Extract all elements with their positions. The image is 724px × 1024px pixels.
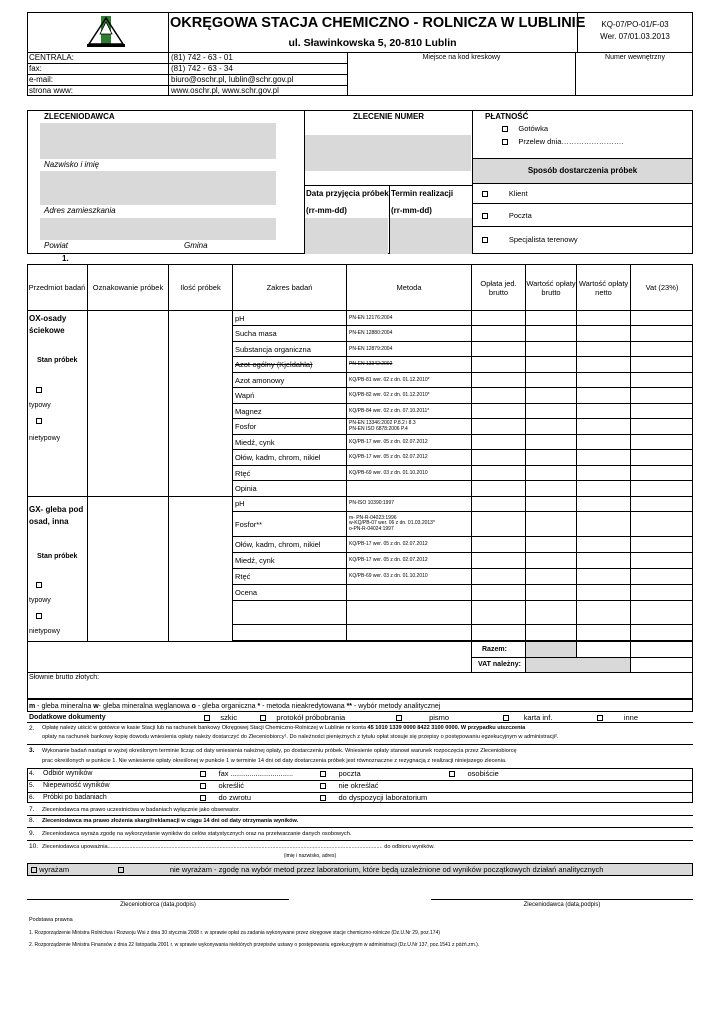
barcode-label: Miejsce na kod kreskowy [422, 54, 501, 61]
test-method [349, 409, 429, 415]
test-method [349, 440, 428, 446]
result-post[interactable] [320, 769, 361, 778]
col-header-scope: Zakres badań [266, 283, 313, 292]
test-method [349, 362, 392, 368]
consent-text: - zgodę na wybór metod przez laboratorium, które będą uzależnione od wyników początkowych działań analitycznych [211, 865, 604, 874]
ox-state-atypical: nietypowy [29, 435, 61, 442]
method-line: PN-EN 12880:2004 [349, 330, 393, 336]
test-name: Fosfor [235, 422, 257, 431]
legend-text: - gleba mineralna [35, 703, 94, 710]
test-name: Ołów, kadm, chrom, nikiel [235, 540, 321, 549]
gx-state-typical-checkbox[interactable] [36, 582, 42, 588]
consent-no-label: nie wyrażam [169, 865, 212, 874]
checkbox[interactable] [449, 771, 455, 777]
test-method [349, 516, 435, 533]
doc-option-letter[interactable] [396, 713, 449, 722]
term-8: Zleceniodawca ma prawo złożenia skargi/reklamacji w ciągu 14 dni od daty otrzymania wyników. [42, 818, 299, 824]
test-name: pH [235, 313, 245, 323]
checkbox[interactable] [320, 795, 326, 801]
contact-label-fax: fax: [29, 64, 42, 73]
legend-key: ** [346, 703, 353, 710]
gx-state-label: Stan próbek [37, 553, 78, 560]
delivery-specialist[interactable] [482, 235, 578, 244]
term-10-hint: (imię i nazwisko, adres) [283, 853, 337, 859]
contact-label-centrala: CENTRALA: [29, 53, 74, 62]
legend-text: - gleba mineralna węglanowa [98, 703, 192, 710]
method-line: PN-EN ISO 6878:2006 P.4 [349, 425, 408, 432]
doc-option-card[interactable] [503, 713, 552, 722]
address-label: Adres zamieszkania [44, 206, 116, 215]
option-label: do dyspozycji laboratorium [338, 793, 428, 802]
test-name: Sucha masa [235, 329, 277, 338]
payment-cash-label: Gotówka [518, 124, 549, 133]
table-row [233, 553, 693, 569]
test-method [349, 393, 430, 399]
method-line: o-PN-R-04024:1997 [349, 526, 394, 532]
method-line: PN-EN 12879:2004 [349, 345, 393, 352]
test-name: Azot-ogólny (Kjeldahla) [235, 360, 313, 369]
option-label: poczta [338, 769, 361, 778]
method-line: KQ/PB-69 wer. 03 z dn. 01.10.2010 [349, 573, 428, 579]
term-line [27, 815, 693, 816]
method-line: KQ/PB-69 wer. 03 z dn. 01.10.2010 [349, 469, 428, 476]
checkbox[interactable] [260, 715, 266, 721]
checkbox[interactable] [118, 867, 124, 873]
test-method [349, 471, 428, 477]
payment-title: PŁATNOŚĆ [485, 112, 529, 121]
documents-title: Dodatkowe dokumenty [29, 714, 106, 721]
table-row [233, 450, 693, 466]
contact-www[interactable]: www.oschr.pl, www.schr.gov.pl [171, 86, 279, 95]
legend-text: - gleba organiczna [195, 703, 258, 710]
doc-option-sketch[interactable] [204, 713, 237, 722]
col-header-unit-fee: Opłata jed. brutto [480, 278, 517, 297]
doc-option-label: inne [623, 713, 639, 722]
test-name: Fosfor** [235, 519, 263, 529]
ox-title: OX-osady ściekowe [29, 314, 67, 335]
table-row [233, 435, 693, 450]
signature-right-label: Zleceniodawca (data,podpis) [523, 902, 601, 908]
gx-state-atypical: nietypowy [29, 628, 61, 635]
checkbox[interactable] [482, 213, 488, 219]
order-number-field[interactable] [305, 135, 471, 171]
term-7: Zleceniodawca ma prawo uczestnictwa w badaniach wyłącznie jako obserwator. [42, 807, 241, 813]
method-line: PN-EN 12176:2004 [349, 314, 393, 321]
documents-row [27, 712, 693, 723]
test-name: Rtęć [235, 468, 251, 478]
checkbox[interactable] [320, 783, 326, 789]
delivery-title: Sposób dostarczenia próbek [527, 166, 638, 175]
term-10[interactable]: Zleceniodawca upoważnia................................................................................................................................................................................. do odbioru wyników. [42, 844, 435, 850]
test-method [349, 421, 416, 433]
col-header-count: Ilość próbek [180, 283, 221, 292]
term-line [27, 840, 693, 841]
page-address: ul. Sławinkowska 5, 20-810 Lublin [288, 37, 457, 49]
payment-transfer-label: Przelew dnia……………………. [518, 137, 624, 146]
doc-code: KQ-07/PO-01/F-03 [601, 20, 669, 29]
contact-row-line [27, 85, 347, 86]
method-line: PN-EN 13342:2002 [349, 361, 393, 367]
contact-label-email: e-mail: [29, 75, 54, 84]
term-line [27, 744, 693, 745]
option-label: fax .............................. [218, 769, 294, 778]
test-name: Miedź, cynk [235, 556, 275, 565]
table-row [233, 512, 693, 537]
table-row [233, 404, 693, 419]
result-personal[interactable] [449, 769, 499, 778]
uncertainty-none[interactable] [320, 781, 379, 790]
consent-yes-label: wyrażam [39, 865, 70, 874]
legend-key: o [191, 703, 196, 710]
method-line: KQ/PB-17 wer. 05 z dn. 02.07.2012 [349, 541, 428, 547]
district-commune-field[interactable] [40, 218, 276, 240]
col-header-vat: Vat (23%) [645, 283, 679, 292]
checkbox[interactable] [597, 715, 603, 721]
legend-key: m [29, 703, 36, 710]
test-name: Opinia [235, 484, 257, 493]
term-2-line2: opłaty na rachunek bankowy kopię dowodu wniesienia opłaty należy dostarczyć do Zleceniobiorcy¹. Do należności pieniężnych z tytułu opłat stosuje się przepisy o postępowaniu egzekucyjnym w administracji². [42, 734, 559, 740]
method-line: PN-ISO 10390:1997 [349, 500, 395, 506]
legal-ref-2: 2. Rozporządzenie Ministra Finansów z dnia 22 listopadia 2001 r. w sprawie wykonywania niektórych przepisów ustawy o postępowaniu egzekucyjnym w administracji (Dz.U.Nr 137, poz.1541 z późń.zm.). [29, 942, 480, 948]
legend-key: * [257, 703, 261, 710]
term-2-line1 [42, 725, 525, 732]
method-line: m- PN-R-04023:1996 [349, 514, 397, 521]
doc-option-label: karta inf. [523, 713, 553, 722]
table-row [233, 569, 693, 585]
option-label: nie określać [338, 781, 379, 790]
checkbox[interactable] [502, 126, 508, 132]
section-number: 1. [62, 254, 69, 263]
delivery-post[interactable] [482, 211, 532, 220]
test-method [349, 542, 428, 548]
checkbox[interactable] [502, 139, 508, 145]
term-4-label: Odbiór wyników [43, 770, 93, 777]
delivery-line [473, 203, 692, 204]
checkbox[interactable] [200, 771, 206, 777]
term-2-text: Opłatę należy uiścić w gotówce w kasie Stacji lub na rachunek bankowy Okręgowej Stacji Chemiczno-Rolniczej w Lublinie nr konta [42, 725, 368, 731]
table-row [233, 419, 693, 435]
term-number: 4. [29, 770, 35, 777]
contact-label-www: strona www: [29, 86, 74, 95]
deadline-label: Termin realizacji [391, 189, 454, 198]
table-row [233, 496, 693, 512]
delivery-specialist-label: Specjalista terenowy [508, 235, 578, 244]
name-label: Nazwisko i imię [44, 160, 100, 169]
test-name: Substancja organiczna [235, 344, 311, 354]
test-name: Wapń [235, 391, 255, 400]
method-line: KQ/PB-17 wer. 05 z dn. 02.07.2012 [349, 454, 428, 460]
empty-row[interactable] [233, 625, 693, 641]
option-label: do zwrotu [218, 793, 252, 802]
ox-state-label: Stan próbek [37, 357, 78, 364]
gx-state-atypical-checkbox[interactable] [36, 613, 42, 619]
method-line: KQ/PB-82 wer. 02 z dn. 01.12.2010* [349, 392, 430, 398]
legal-title: Podstawa prawna [29, 917, 73, 923]
table-row [233, 388, 693, 404]
signature-line-left[interactable] [27, 899, 289, 900]
ox-state-atypical-checkbox[interactable] [36, 418, 42, 424]
total-label: Razem: [482, 646, 507, 653]
term-2-account: 45 1010 1339 0000 8422 3100 0000. W przypadku uiszczenia [367, 725, 526, 731]
contact-phone: (81) 742 - 63 - 01 [171, 53, 233, 62]
term-line [27, 827, 693, 828]
test-name: Ołów, kadm, chrom, nikiel [235, 453, 321, 462]
words-frame [27, 672, 693, 699]
table-row [233, 537, 693, 553]
gx-state-typical: typowy [29, 597, 51, 604]
term-3-line1: Wykonanie badań nastąpi w wyżej określonym terminie licząc od daty wniesienia należnej opłaty, po dostarczeniu próbek. Wniesienie opłaty stanowi warunek rozpoczęcia przez Zleceniobiorcę [42, 748, 517, 754]
option-label: określić [218, 781, 244, 790]
test-method [349, 378, 430, 384]
client-title: ZLECENIODAWCA [44, 112, 115, 121]
samples-return[interactable] [200, 793, 251, 802]
internal-number-label: Numer wewnętrzny [605, 54, 665, 61]
table-row [233, 342, 693, 357]
uncertainty-specify[interactable] [200, 781, 244, 790]
term-number: 7. [29, 806, 35, 813]
district-label: Powiat [44, 241, 69, 250]
table-row [233, 585, 693, 601]
contact-row-line [27, 74, 347, 75]
doc-option-label: szkic [220, 713, 238, 722]
term-number: 10. [29, 843, 39, 850]
total-net-cell [526, 642, 576, 657]
test-name: Magnez [235, 406, 262, 416]
accept-date-field[interactable] [305, 218, 388, 254]
legal-ref-1: 1. Rozporządzenie Ministra Rolnictwa i Rozwoju Wsi z dnia 30 stycznia 2008 r. w sprawie opłat za zadania wykonywane przez okręgowe stacje chemiczno-rolnicze (Dz.U.Nr 29, poz.174) [29, 930, 441, 936]
checkbox[interactable] [31, 867, 37, 873]
term-5-label: Niepewność wyników [43, 782, 110, 789]
term-9: Zleceniodawca wyraża zgodę na wykorzystanie wyników do celów statystycznych oraz na przetwarzanie danych osobowych. [42, 831, 352, 837]
checkbox[interactable] [482, 191, 488, 197]
delivery-line [473, 226, 692, 227]
payment-cash[interactable] [502, 124, 548, 133]
contact-row-line [27, 63, 347, 64]
order-number-label: ZLECENIE NUMER [352, 112, 425, 121]
term-6-label: Próbki po badaniach [43, 794, 107, 801]
page-title: OKRĘGOWA STACJA CHEMICZNO - ROLNICZA W LUBLINIE [170, 15, 586, 31]
legend-text: - wybór metody analitycznej [352, 703, 441, 710]
table-row [233, 481, 693, 497]
test-method [349, 558, 428, 564]
checkbox[interactable] [204, 715, 210, 721]
test-name: Miedź, cynk [235, 437, 275, 447]
address-field[interactable] [40, 171, 276, 205]
delivery-client-label: Klient [508, 189, 528, 198]
test-method [349, 331, 392, 337]
col-line [87, 264, 88, 641]
col-header-marking: Oznakowanie próbek [92, 283, 164, 292]
vat-due-label: VAT należny: [478, 661, 521, 668]
test-method [349, 316, 392, 322]
col-line [168, 264, 169, 641]
legend-text: - metoda nieakredytowana [260, 703, 347, 710]
empty-row[interactable] [233, 609, 693, 625]
gx-title: GX- gleba pod osad, inna [29, 505, 84, 526]
contact-fax: (81) 742 - 63 - 34 [171, 64, 233, 73]
doc-option-other[interactable] [597, 713, 638, 722]
doc-option-label: pismo [429, 713, 450, 722]
method-line: KQ/PB-17 wer. 05 z dn. 02.07.2012 [349, 438, 428, 445]
option-label: osobiście [467, 769, 499, 778]
commune-label: Gmina [184, 241, 208, 250]
ox-state-typical-checkbox[interactable] [36, 387, 42, 393]
method-line: KQ/PB-17 wer. 05 z dn. 02.07.2012 [349, 557, 428, 563]
checkbox[interactable] [320, 771, 326, 777]
term-number: 2. [29, 725, 35, 732]
accept-date-format: (rr-mm-dd) [306, 206, 347, 215]
table-row [233, 373, 693, 388]
contact-email[interactable]: biuro@oschr.pl, lublin@schr.gov.pl [171, 75, 294, 84]
vat-due-gross-cell [526, 658, 630, 672]
col-header-subject: Przedmiot badań [28, 283, 86, 292]
signature-left-label: Zleceniobiorca (data,podpis) [120, 902, 196, 908]
legend-key: w [93, 703, 99, 710]
doc-option-protocol[interactable] [260, 713, 345, 722]
ox-state-typical: typowy [29, 402, 51, 409]
payment-transfer[interactable] [502, 137, 623, 146]
result-fax[interactable] [200, 769, 293, 778]
consent-yes[interactable] [31, 865, 69, 874]
method-line: w-KQ/PB-07 wer. 06 z dn. 01.03.2013* [349, 520, 435, 527]
col-header-gross: Wartość opłaty brutto [526, 278, 576, 297]
term-number: 5. [29, 782, 35, 789]
method-line: KQ/PB-84 wer. 02 z dn. 07.10.2011* [349, 407, 430, 414]
test-method [349, 347, 392, 353]
logo-cell [27, 12, 169, 52]
logo-icon [85, 14, 127, 50]
test-name: Ocena [235, 588, 258, 597]
test-name: Azot amonowy [235, 375, 285, 385]
term-number: 3. [29, 747, 35, 754]
checkbox[interactable] [396, 715, 402, 721]
delivery-post-label: Poczta [508, 211, 532, 220]
col-header-net: Wartość opłaty netto [578, 278, 629, 297]
test-name: Rtęć [235, 572, 251, 581]
method-line: PN-EN 13346:2002 P.8.2 i 8.3 [349, 420, 416, 426]
term-number: 8. [29, 817, 35, 824]
checkbox[interactable] [200, 795, 206, 801]
checkbox[interactable] [503, 715, 509, 721]
doc-option-label: protokół próbobrania [276, 713, 346, 722]
term-3-line2: prac określonych w punkcie 1. Nie wniesienie opłaty określonej w punkcie 1 w terminie 14 dni od daty dostarczenia próbek jest równoznaczne z rezygnacją z realizacji niniejszego zlecenia. [42, 758, 507, 764]
deadline-field[interactable] [390, 218, 472, 254]
checkbox[interactable] [200, 783, 206, 789]
term-number: 9. [29, 830, 35, 837]
table-row [233, 311, 693, 326]
accept-date-label: Data przyjęcia próbek [306, 189, 389, 198]
test-method [349, 455, 428, 461]
term-number: 6. [29, 794, 35, 801]
method-line: KQ/PB-81 wer. 02 z dn. 01.12.2010* [349, 376, 430, 383]
words-label: Słownie brutto złotych: [29, 674, 100, 681]
test-name: pH [235, 499, 245, 508]
test-method [349, 574, 428, 580]
test-method [349, 501, 394, 507]
table-row [233, 357, 693, 373]
samples-lab[interactable] [320, 793, 427, 802]
name-field[interactable] [40, 123, 276, 159]
table-row [233, 326, 693, 342]
table-row [233, 466, 693, 481]
deadline-format: (rr-mm-dd) [391, 206, 432, 215]
doc-version: Wer. 07/01.03.2013 [600, 32, 670, 41]
signature-line-right[interactable] [431, 899, 693, 900]
totals-top-line [27, 641, 693, 642]
delivery-client[interactable] [482, 189, 528, 198]
consent-no[interactable] [118, 865, 603, 874]
col-header-method: Metoda [396, 283, 422, 292]
checkbox[interactable] [482, 237, 488, 243]
legend-frame [27, 699, 693, 712]
